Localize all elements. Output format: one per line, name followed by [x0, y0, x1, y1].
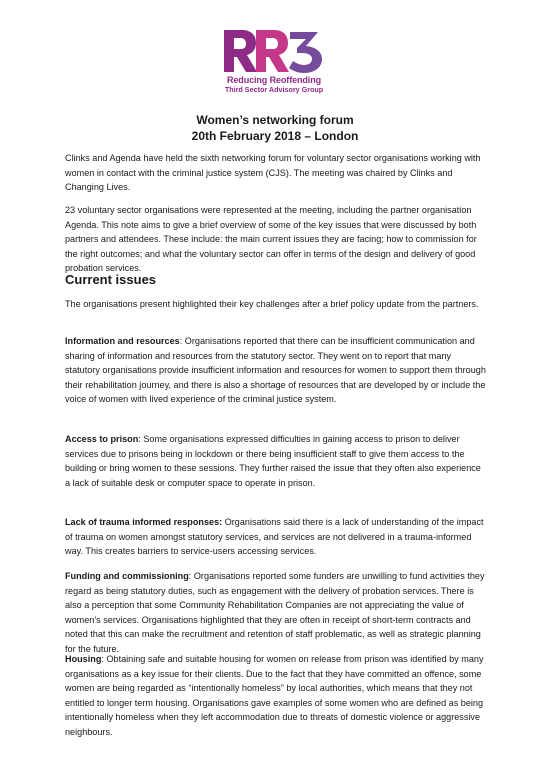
issue-text: Obtaining safe and suitable housing for women on release from prison was identified by many organisations as a key issue for their clients. Due to the fact that they have committed an offence, some women are being regarded as “intentionally homeless” by local authorities, which means that they not entitled to longer term housing. Organisations gave examples of some women who are defined as being intentionally homeless when they left accommodation due to threats of domestic violence or aggressive neighbours.: [65, 654, 484, 737]
intro-paragraph-1: Clinks and Agenda have held the sixth networking forum for voluntary sector organisations working with women in contact with the criminal justice system (CJS). The meeting was chaired by Clinks and Changing Lives.: [65, 153, 481, 193]
issue-access-to-prison: [65, 432, 488, 490]
section-heading-current-issues: Current issues: [65, 272, 157, 287]
issue-separator: :: [188, 571, 194, 581]
issue-label: Lack of trauma informed responses:: [65, 517, 223, 527]
issue-label: Access to prison: [65, 434, 139, 444]
document-subtitle: 20th February 2018 – London: [191, 129, 359, 143]
issue-text: Organisations said there is a lack of understanding of the impact of trauma on women amongst statutory services, and services are not delivered in a trauma-informed way. This creates barriers to service-users accessing services.: [65, 517, 484, 557]
issue-separator: :: [101, 654, 107, 664]
document-title: Women’s networking forum: [196, 113, 354, 127]
rr3-logo-mark: [218, 28, 330, 74]
issue-label: Housing: [65, 654, 102, 664]
issue-housing: [65, 652, 488, 740]
issue-separator: :: [138, 434, 144, 444]
issue-text: Some organisations expressed difficulties in gaining access to prison to deliver services due to prisons being in lockdown or there being insufficient staff to give them access to the building or bring women to these sessions. They further raised the issue that they often also experience a lack of suitable desk or computer space to operate in prison.: [65, 434, 481, 488]
current-issues-lead: The organisations present highlighted their key challenges after a brief policy update from the partners.: [65, 299, 479, 309]
issue-trauma-informed: [65, 515, 488, 559]
intro-paragraph-2: 23 voluntary sector organisations were represented at the meeting, including the partner organisation Agenda. This note aims to give a brief overview of some of the key issues that were discussed by both partners and attendees. These include: the main current issues they are facing; how to commission for the right outcomes; and what the voluntary sector can offer in terms of the design and delivery of good probation services.: [65, 205, 477, 274]
logo-tagline-1: Reducing Reoffending: [227, 75, 321, 85]
logo-tagline-2: Third Sector Advisory Group: [224, 85, 324, 94]
issue-text: Organisations reported that there can be insufficient communication and sharing of information and resources from the statutory sector. They went on to report that many statutory organisations provide insufficient information and resources for women to support them through their rehabilitation journey, and there is also a shortage of resources that are developed by or include the voice of women with lived experience of the criminal justice system.: [65, 336, 486, 405]
issue-label: Funding and commissioning: [65, 571, 189, 581]
issue-label: Information and resources: [65, 336, 180, 346]
issue-funding-commissioning: [65, 569, 488, 657]
issue-information-resources: [65, 334, 488, 407]
rr3-logo: [218, 28, 330, 98]
issue-text: Organisations reported some funders are unwilling to fund activities they regard as being statutory duties, such as engagement with the delivery of probation services. There is also a perception that some Community Rehabilitation Companies are not appreciating the value of women’s services. Organisations highlighted that they are often in receipt of short-term contracts and noted that this can make the recruitment and retention of staff problematic, as well as strategic planning for the future.: [65, 571, 485, 654]
issue-separator: :: [179, 336, 185, 346]
